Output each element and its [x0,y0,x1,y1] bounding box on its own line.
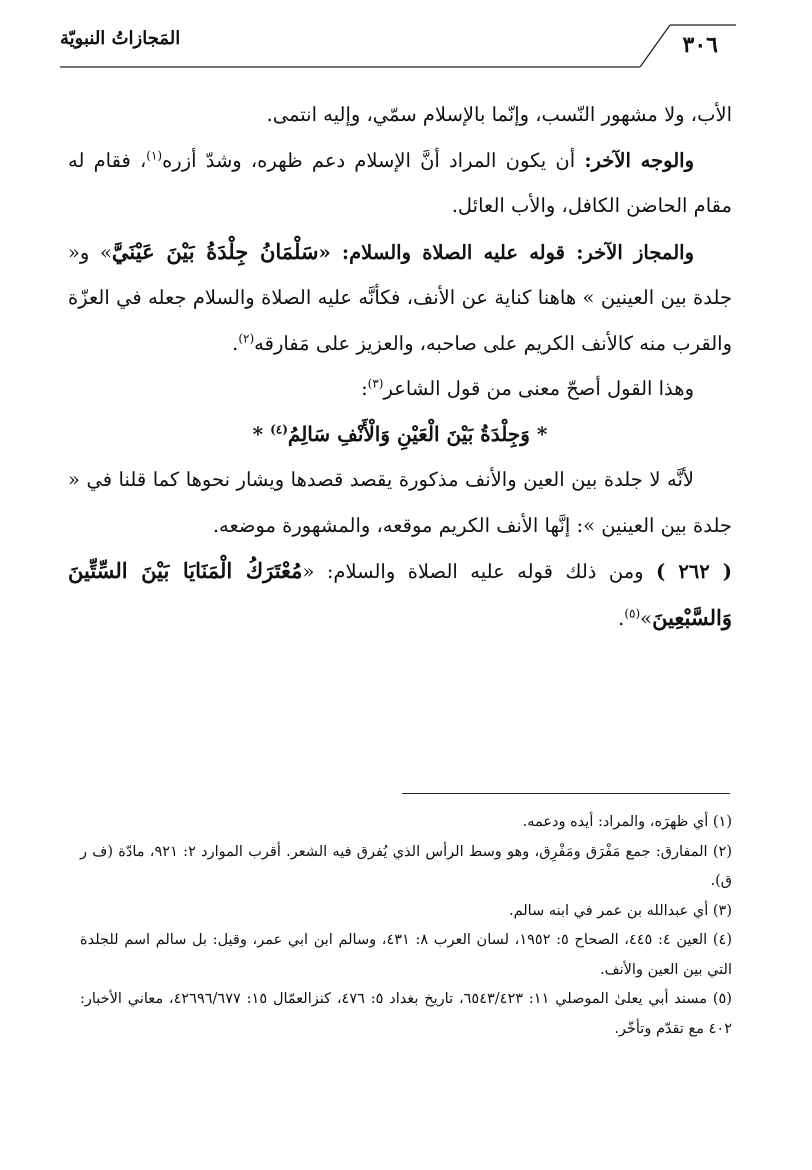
paragraph-4-text: وهذا القول أصحّ معنى من قول الشاعر [383,377,694,400]
paragraph-3 [68,229,732,367]
footnote-2: (٢) المفارق: جمع مَفْرَق ومَفْرِق، وهو وسط الرأس الذي يُفرق فيه الشعر. أقرب الموارد ٢: ٩٢١، مادّة (ف ر ق). [80,843,733,889]
entry-number: ( ٢٦٢ ) [656,560,732,583]
running-header [60,22,736,68]
paragraph-3-end: . [232,331,239,355]
footnote-separator [402,793,730,794]
main-text [68,92,732,641]
paragraph-6-text: ومن ذلك قوله عليه الصلاة والسلام: « [302,560,657,583]
paragraph-6 [68,548,732,641]
paragraph-2 [68,138,732,229]
verse-text: وَجِلْدَةُ بَيْنَ الْعَيْنِ وَالْأَنْفِ سَالِمُ [287,421,530,446]
footnote-ref-2: (٢) [238,331,255,345]
verse-star-left: * [252,421,264,446]
footnote-1: (١) أي ظهرَه، والمراد: أيده ودعمه. [522,814,732,830]
footnote-3: (٣) أي عبدالله بن عمر في ابنه سالم. [508,902,732,919]
paragraph-2-lead: والوجه الآخر: [584,148,695,172]
footnote-ref-5: (٥) [624,606,641,620]
paragraph-2-text: أن يكون المراد أنَّ الإسلام دعم ظهره، وشدّ أزره [162,148,585,172]
verse-star-right: * [536,421,548,446]
paragraph-4-end: : [361,377,368,400]
paragraph-3-lead: والمجاز الآخر: [576,240,694,264]
paragraph-3-text-b: » و« جلدة بين العينين » هاهنا كناية عن الأنف، فكأنَّه عليه الصلاة والسلام جعله في العزّة والقرب منه كالأنف الكريم على صاحبه، والعزيز على مَفارقه [68,240,732,355]
paragraph-6-close: » [640,606,653,630]
hadith-lifespan: مُعْتَرَكُ الْمَنَايَا بَيْنَ السِّتِّينَ وَالسَّبْعِينَ [68,558,732,630]
footnote-ref-1: (١) [146,148,163,162]
book-title: المَجازاتُ النبويّة [60,28,181,49]
paragraph-5: لأنَّه لا جلدة بين العين والأنف مذكورة يقصد قصدها ويشار نحوها كما قلنا في « جلدة بين العينين »: إنَّها الأنف الكريم موقعه، والمشهورة موضعه. [68,468,732,537]
paragraph-6-end: . [618,606,625,630]
footnote-ref-3: (٣) [367,376,384,391]
hadith-salman: سَلْمَانُ جِلْدَةُ بَيْنَ عَيْنَيَّ [111,238,319,264]
page-number: ٣٠٦ [682,32,718,58]
footnote-5: (٥) مسند أبي يعلىٰ الموصلي ١١: ٦٥٤٣/٤٢٣، تاريخ بغداد ٥: ٤٧٦، كنزالعمّال ١٥: ٤٢٦٩٦/٦٧٧، معاني الأخبار: ٤٠٢ مع تقدّم وتأخّر. [80,991,732,1037]
paragraph-4 [68,366,732,412]
footnote-4: (٤) العين ٤: ٤٤٥، الصحاح ٥: ١٩٥٢، لسان العرب ٨: ٤٣١، وسالم ابن ابي عمر، وقيل: بل سالم اسم للجلدة التي بين العين والأنف. [80,932,732,978]
footnote-ref-4: (٤) [270,421,288,436]
paragraph-3-text-a: قوله عليه الصلاة والسلام: « [318,240,577,264]
footnotes [80,808,732,1044]
paragraph-2-tail: ، فقام له مقام الحاضن الكافل، والأب العائل. [68,148,732,217]
paragraph-1: الأب، ولا مشهور النّسب، وإنّما بالإسلام سمّي، وإليه انتمى. [266,103,732,126]
poetry-verse [68,412,732,458]
